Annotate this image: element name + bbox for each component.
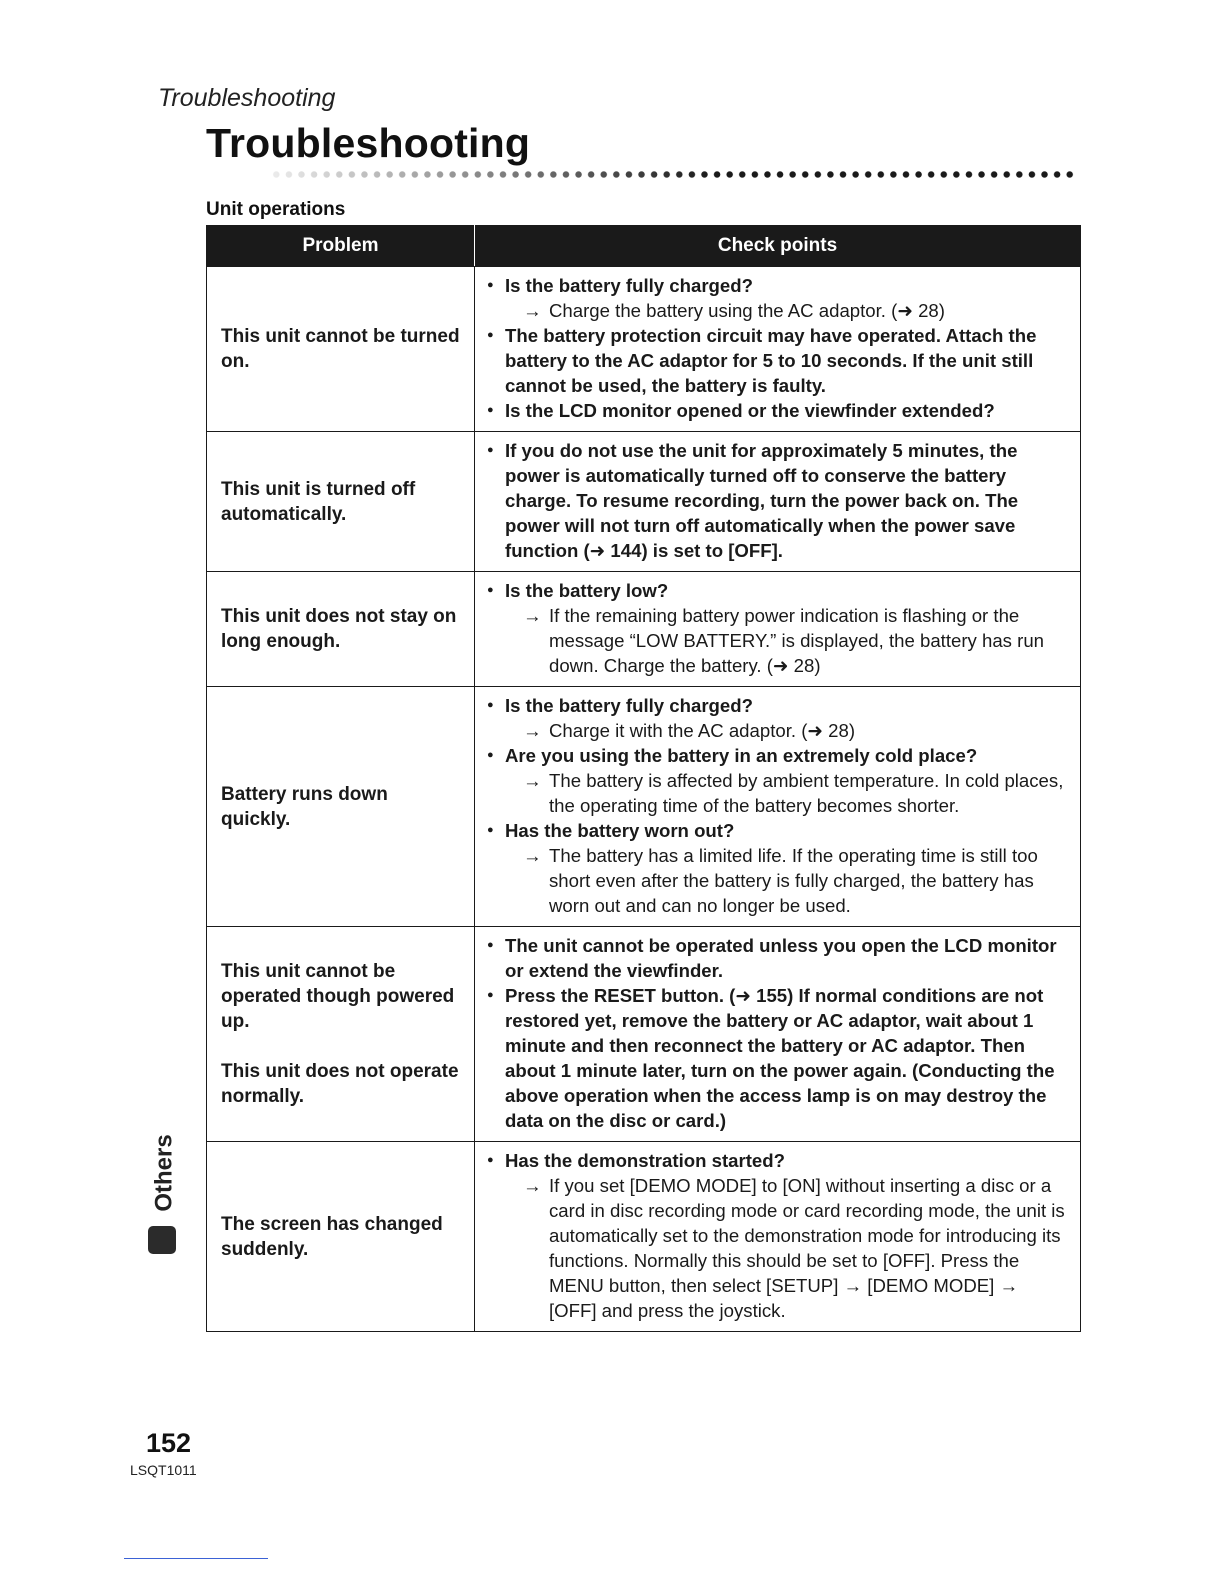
check-point: [487, 323, 1068, 398]
check-points-cell: [475, 687, 1081, 927]
remedy-text: → The battery is affected by ambient temperature. In cold places, the operating time of the battery becomes shorter.: [505, 768, 1068, 818]
remedy-text: → Charge it with the AC adaptor. (➜ 28): [505, 718, 1068, 743]
column-header-check-points: Check points: [475, 226, 1081, 267]
check-point-text: If you do not use the unit for approximately 5 minutes, the power is automatically turned off to conserve the battery charge. To resume recording, turn the power back on. The power will not turn off automatically when the power save function (➜ 144) is set to [OFF].: [505, 440, 1019, 561]
check-points-cell: [475, 927, 1081, 1142]
check-point: [487, 933, 1068, 983]
problem-cell: [207, 432, 475, 572]
problem-text: This unit does not stay on long enough.: [221, 606, 457, 652]
document-code: LSQT1011: [130, 1462, 197, 1478]
table-row: [207, 1142, 1081, 1332]
problem-text: This unit cannot be operated though powered up.: [221, 961, 455, 1032]
problem-cell: [207, 1142, 475, 1332]
table-row: [207, 267, 1081, 432]
check-point: [487, 578, 1068, 678]
side-tab-label: Others: [151, 1134, 179, 1212]
check-point-text: Is the LCD monitor opened or the viewfinder extended?: [505, 400, 995, 421]
page-title: Troubleshooting: [206, 120, 531, 166]
check-point-text: Is the battery fully charged?: [505, 695, 753, 716]
section-subtitle: Unit operations: [206, 199, 346, 220]
table-header-row: [207, 226, 1081, 267]
problem-cell: [207, 687, 475, 927]
problem-text: The screen has changed suddenly.: [221, 1213, 443, 1260]
remedy-text: → If you set [DEMO MODE] to [ON] without inserting a disc or a card in disc recording mode or card recording mode, the unit is automatically set to the demonstration mode for introducing its functions. Normally this should be set to [OFF]. Press the MENU button, then select [SETUP] → [DEMO MODE] → [OFF] and press the joystick.: [505, 1173, 1068, 1323]
side-tab-marker: [148, 1226, 176, 1254]
check-point-text: Are you using the battery in an extremely cold place?: [505, 745, 978, 766]
check-point: [487, 983, 1068, 1133]
section-header: Troubleshooting: [158, 84, 336, 112]
problem-text: Battery runs down quickly.: [221, 783, 388, 830]
problem-cell: [207, 572, 475, 687]
check-point-text: Has the demonstration started?: [505, 1150, 785, 1171]
table-row: [207, 432, 1081, 572]
check-point-text: Is the battery fully charged?: [505, 275, 753, 296]
title-dotted-rule: [270, 170, 1078, 179]
problem-text: This unit cannot be turned on.: [221, 326, 460, 372]
remedy-text: → The battery has a limited life. If the operating time is still too short even after the battery is fully charged, the battery has worn out and can no longer be used.: [505, 843, 1068, 918]
check-point-text: Press the RESET button. (➜ 155) If normal conditions are not restored yet, remove the battery or AC adaptor, wait about 1 minute and then reconnect the battery or AC adaptor. Then about 1 minute later, turn on the power again. (Conducting the above operation when the access lamp is on may destroy the data on the disc or card.): [505, 985, 1055, 1131]
problem-text: This unit is turned off automatically.: [221, 478, 416, 525]
check-point: [487, 398, 1068, 423]
column-header-problem: Problem: [207, 226, 475, 267]
remedy-text: → If the remaining battery power indication is flashing or the message “LOW BATTERY.” is displayed, the battery has run down. Charge the battery. (➜ 28): [505, 603, 1068, 678]
troubleshooting-table: [206, 225, 1081, 1332]
check-point: [487, 743, 1068, 818]
check-point: [487, 438, 1068, 563]
check-point-text: Is the battery low?: [505, 580, 669, 601]
footer-rule: [124, 1558, 268, 1559]
check-points-cell: [475, 1142, 1081, 1332]
table-row: [207, 572, 1081, 687]
check-point-text: Has the battery worn out?: [505, 820, 735, 841]
check-points-cell: [475, 432, 1081, 572]
check-point-text: The unit cannot be operated unless you open the LCD monitor or extend the viewfinder.: [505, 935, 1057, 981]
check-point-text: The battery protection circuit may have operated. Attach the battery to the AC adaptor for 5 to 10 seconds. If the unit still cannot be used, the battery is faulty.: [505, 325, 1037, 396]
check-point: [487, 1148, 1068, 1323]
check-point: [487, 273, 1068, 323]
side-tab-others: [150, 1128, 180, 1218]
remedy-text: → Charge the battery using the AC adaptor. (➜ 28): [505, 298, 1068, 323]
table-row: [207, 927, 1081, 1142]
table-row: [207, 687, 1081, 927]
check-points-cell: [475, 572, 1081, 687]
check-point: [487, 693, 1068, 743]
check-points-cell: [475, 267, 1081, 432]
problem-cell: [207, 267, 475, 432]
check-point: [487, 818, 1068, 918]
problem-text: This unit does not operate normally.: [221, 1061, 459, 1107]
problem-cell: [207, 927, 475, 1142]
page-number: 152: [146, 1428, 192, 1458]
